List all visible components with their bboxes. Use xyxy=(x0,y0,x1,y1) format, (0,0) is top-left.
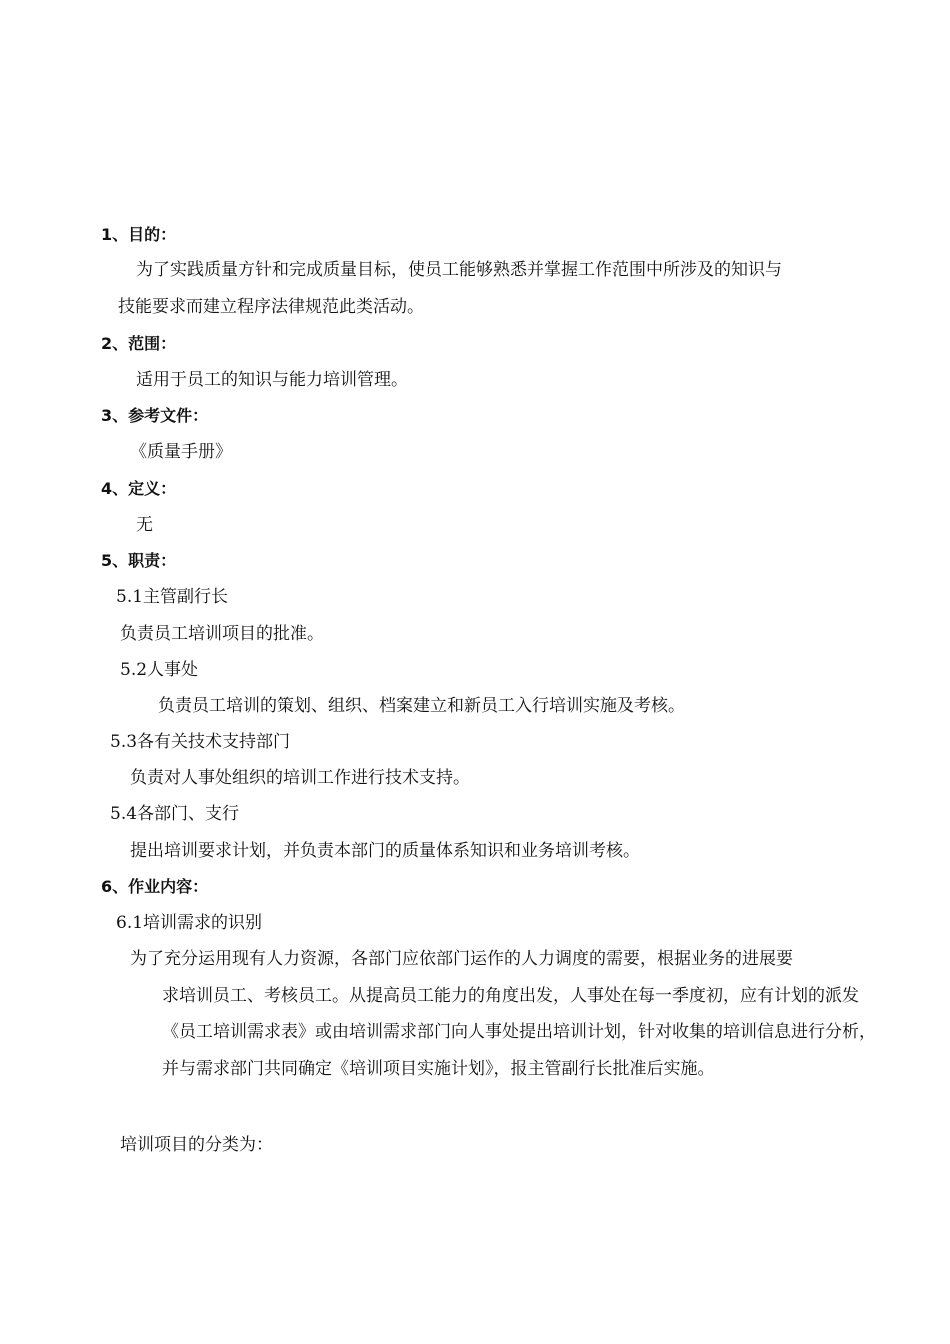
section-3-body: 《质量手册》 xyxy=(130,442,232,462)
section-6-heading: 6、作业内容： xyxy=(101,877,209,896)
section-6-1-paragraph-first-line: 为了充分运用现有人力资源，各部门应依部门运作的人力调度的需要，根据业务的进展要 xyxy=(130,949,793,969)
section-2-heading: 2、范围： xyxy=(101,334,177,353)
section-1-body-line1: 为了实践质量方针和完成质量目标，使员工能够熟悉并掌握工作范围中所涉及的知识与 xyxy=(136,260,782,280)
section-4-body: 无 xyxy=(136,515,153,535)
classification-label: 培训项目的分类为： xyxy=(120,1135,273,1155)
section-5-4-body: 提出培训要求计划，并负责本部门的质量体系知识和业务培训考核。 xyxy=(130,841,640,861)
section-5-1-title: 5.1主管副行长 xyxy=(116,587,229,607)
section-3-heading: 3、参考文件： xyxy=(101,406,209,425)
section-4-heading: 4、定义： xyxy=(101,479,177,498)
section-5-4-title: 5.4各部门、支行 xyxy=(110,804,240,824)
section-6-1-paragraph-rest: 求培训员工、考核员工。从提高员工能力的角度出发，人事处在每一季度初，应有计划的派发《员工培训需求表》或由培训需求部门向人事处提出培训计划，针对收集的培训信息进行分析，并与需求部门共同确定《培训项目实施计划》，报主管副行长批准后实施。 xyxy=(162,985,876,1079)
section-1-heading: 1、目的： xyxy=(101,225,177,244)
section-2-body: 适用于员工的知识与能力培训管理。 xyxy=(136,370,408,390)
section-5-heading: 5、职责： xyxy=(101,551,177,570)
section-5-3-body: 负责对人事处组织的培训工作进行技术支持。 xyxy=(130,768,470,788)
section-6-1-paragraph xyxy=(130,941,882,1087)
section-5-2-title: 5.2人事处 xyxy=(120,660,199,680)
section-5-2-body: 负责员工培训的策划、组织、档案建立和新员工入行培训实施及考核。 xyxy=(158,696,685,716)
section-5-1-body: 负责员工培训项目的批准。 xyxy=(120,624,324,644)
section-1-body-line2: 技能要求而建立程序法律规范此类活动。 xyxy=(118,297,424,317)
section-6-1-title: 6.1培训需求的识别 xyxy=(116,913,263,933)
section-5-3-title: 5.3各有关技术支持部门 xyxy=(110,732,291,752)
